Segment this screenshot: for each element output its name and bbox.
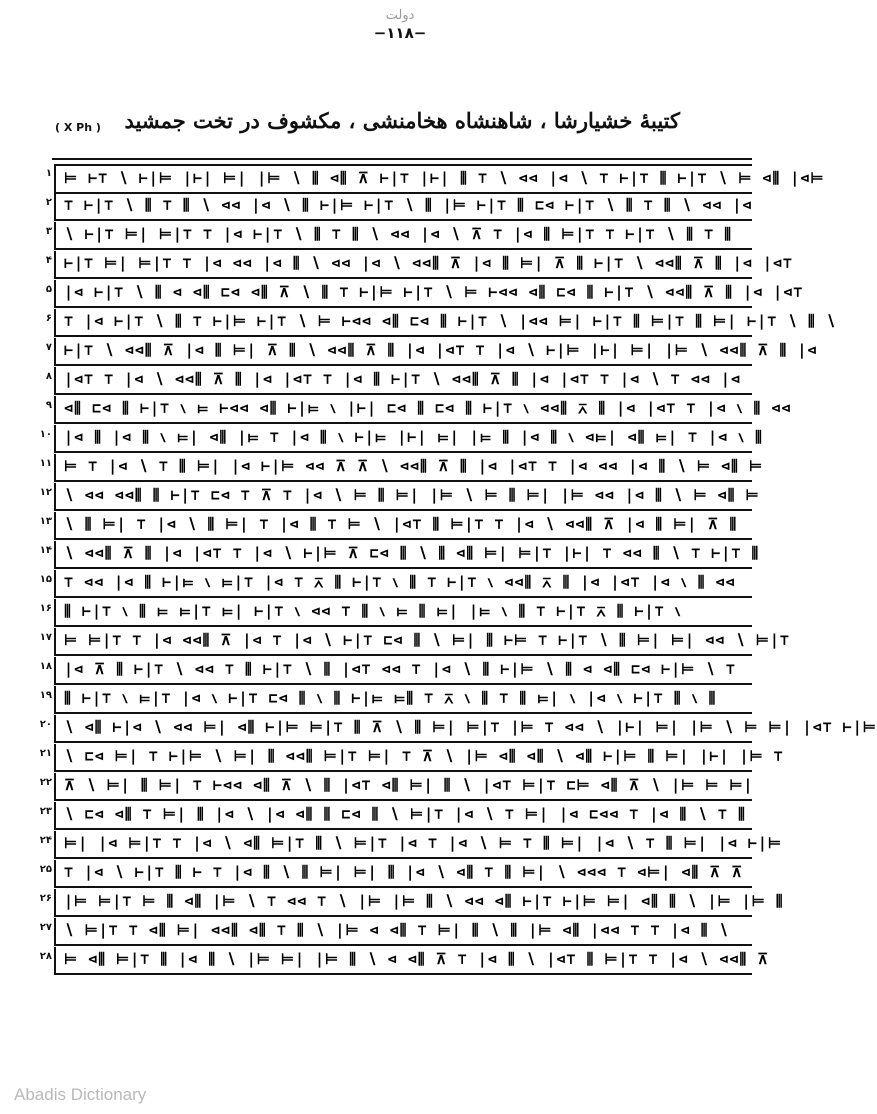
inscription-line (30, 483, 760, 512)
inscription-line (30, 396, 792, 425)
inscription-line (30, 947, 770, 976)
line-frame (54, 773, 752, 801)
cuneiform-text: |⊲ ⊼ ⫼ ⊢|⊤ ∖ ⊲⊲ ⊤ ⫼ ⊢|⊤ ∖ ⫼ |⊲⊤ ⊲⊲ ⊤ |⊲ ∖ ⫼ ⊢|⊨ ∖ ⫼ ⊲ ⊲⫼ ⊏⊲ ⊢|⊨ ∖ ⊤ (64, 660, 736, 678)
line-frame (54, 889, 784, 917)
line-number: ۱۶ (39, 603, 52, 614)
line-frame (54, 686, 752, 714)
line-number: ۶ (45, 313, 52, 324)
line-number: ۲۵ (39, 864, 52, 875)
cuneiform-text: ⊤ |⊲ ⊢|⊤ ∖ ⫼ ⊤ ⊢|⊨ ⊢|⊤ ∖ ⊨ ⊢⊲⊲ ⊲⫼ ⊏⊲ ⫼ ⊢|⊤ ∖ |⊲⊲ ⊨| ⊢|⊤ ⫼ ⊨|⊤ ⫼ ⊨| ⊢|⊤ ∖ ⫼ ∖ (64, 312, 837, 330)
line-number: ۴ (45, 255, 52, 266)
cuneiform-text: ⊤ ⊲⊲ |⊲ ⫼ ⊢|⊨ ∖ ⊨|⊤ |⊲ ⊤ ⊼ ⫼ ⊢|⊤ ∖ ⫼ ⊤ ⊢|⊤ ∖ ⊲⊲⫼ ⊼ ⫼ |⊲ |⊲⊤ |⊲ ∖ ⫼ ⊲⊲ (64, 573, 736, 591)
line-number: ۱۴ (39, 545, 52, 556)
line-number: ۲۸ (39, 951, 52, 962)
inscription-line (30, 164, 825, 193)
cuneiform-text: ∖ ⫼ ⊨| ⊤ |⊲ ∖ ⫼ ⊨| ⊤ |⊲ ⫼ ⊤ ⊨ ∖ |⊲⊤ ⫼ ⊨|⊤ ⊤ |⊲ ∖ ⊲⊲⫼ ⊼ |⊲ ⫼ ⊨| ⊼ ⫼ (64, 515, 738, 533)
line-number: ۱۷ (39, 632, 52, 643)
top-rule (52, 158, 752, 160)
inscription-line (30, 860, 755, 889)
line-frame (54, 715, 877, 743)
inscription-line (30, 831, 782, 860)
cuneiform-text: ⊨ ⊢⊤ ∖ ⊢|⊨ |⊢| ⊨| |⊨ ∖ ⫼ ⊲⫼ ⊼ ⊢|⊤ |⊢| ⫼ ⊤ ∖ ⊲⊲ |⊲ ∖ ⊤ ⊢|⊤ ⫼ ⊢|⊤ ∖ ⊨ ⊲⫼ |⊲⊨ (64, 169, 825, 187)
line-frame (54, 251, 793, 279)
cuneiform-text: ⊨| |⊲ ⊨|⊤ ⊤ |⊲ ∖ ⊲⫼ ⊨|⊤ ⫼ ∖ ⊨|⊤ |⊲ ⊤ |⊲ ∖ ⊨ ⊤ ⫼ ⊨| |⊲ ∖ ⊤ ⫼ ⊨| |⊲ ⊢|⊨ (64, 834, 782, 852)
cuneiform-text: ⊲⫼ ⊏⊲ ⫼ ⊢|⊤ ∖ ⊨ ⊢⊲⊲ ⊲⫼ ⊢|⊨ ∖ |⊢| ⊏⊲ ⫼ ⊏⊲ ⫼ ⊢|⊤ ∖ ⊲⊲⫼ ⊼ ⫼ |⊲ |⊲⊤ ⊤ |⊲ ∖ ⫼ ⊲⊲ (64, 399, 792, 417)
cuneiform-text: ∖ ⊲⊲⫼ ⊼ ⫼ |⊲ |⊲⊤ ⊤ |⊲ ∖ ⊢|⊨ ⊼ ⊏⊲ ⫼ ∖ ⫼ ⊲⫼ ⊨| ⊨|⊤ |⊢| ⊤ ⊲⊲ ⫼ ∖ ⊤ ⊢|⊤ ⫼ (64, 544, 760, 562)
inscription-title: کتیبهٔ خشیارشا ، شاهنشاه هخامنشی ، مکشوف در تخت جمشید (124, 108, 680, 133)
line-frame (54, 222, 752, 250)
line-number: ۸ (45, 371, 52, 382)
cuneiform-text: ∖ ⊨|⊤ ⊤ ⊲⫼ ⊨| ⊲⊲⫼ ⊲⫼ ⊤ ⫼ ∖ |⊨ ⊲ ⊲⫼ ⊤ ⊨| ⫼ ∖ ⫼ |⊨ ⊲⫼ |⊲⊲ ⊤ ⊤ |⊲ ⫼ ∖ (64, 921, 730, 939)
cuneiform-text: |⊲ ⫼ |⊲ ⫼ ∖ ⊨| ⊲⫼ |⊨ ⊤ |⊲ ⫼ ∖ ⊢|⊨ |⊢| ⊨| |⊨ ⫼ |⊲ ⫼ ∖ ⊲⊨| ⊲⫼ ⊨| ⊤ |⊲ ∖ ⫼ (64, 428, 763, 446)
inscription-line (30, 628, 790, 657)
line-number: ۲۴ (39, 835, 52, 846)
line-frame (54, 512, 752, 540)
line-frame (54, 802, 752, 830)
cuneiform-text: ⊼ ∖ ⊨| ⫼ ⊨| ⊤ ⊢⊲⊲ ⊲⫼ ⊼ ∖ ⫼ |⊲⊤ ⊲⫼ ⊨| ⫼ ∖ |⊲⊤ ⊨|⊤ ⊏⊨ ⊲⫼ ⊼ ∖ |⊨ ⊨ ⊨| (64, 776, 754, 794)
inscription-line (30, 251, 793, 280)
cuneiform-text: ∖ ⊲⫼ ⊢|⊲ ∖ ⊲⊲ ⊨| ⊲⫼ ⊢|⊨ ⊨|⊤ ⫼ ⊼ ∖ ⫼ ⊨| ⊨|⊤ |⊨ ⊤ ⊲⊲ ∖ |⊢| ⊨| |⊨ ∖ ⊨ ⊨| |⊲⊤ ⊢|⊨ (64, 718, 877, 736)
inscription-line (30, 657, 755, 686)
cuneiform-text: |⊲ ⊢|⊤ ∖ ⫼ ⊲ ⊲⫼ ⊏⊲ ⊲⫼ ⊼ ∖ ⫼ ⊤ ⊢|⊨ ⊢|⊤ ∖ ⊨ ⊢⊲⊲ ⊲⫼ ⊏⊲ ⫼ ⊢|⊤ ∖ ⊲⊲⫼ ⊼ ⫼ |⊲ |⊲⊤ (64, 283, 804, 301)
line-number: ۱ (45, 168, 52, 179)
cuneiform-text: ⊨ ⊤ |⊲ ∖ ⊤ ⫼ ⊨| |⊲ ⊢|⊨ ⊲⊲ ⊼ ⊼ ∖ ⊲⊲⫼ ⊼ ⫼ |⊲ |⊲⊤ ⊤ |⊲ ⊲⊲ |⊲ ⫼ ∖ ⊨ ⊲⫼ ⊨ (64, 457, 764, 475)
line-frame (54, 541, 760, 569)
cuneiform-text: ⊢|⊤ ⊨| ⊨|⊤ ⊤ |⊲ ⊲⊲ |⊲ ⫼ ∖ ⊲⊲ |⊲ ∖ ⊲⊲⫼ ⊼ |⊲ ⫼ ⊨| ⊼ ⫼ ⊢|⊤ ∖ ⊲⊲⫼ ⊼ ⫼ |⊲ |⊲⊤ (64, 254, 793, 272)
inscription-line (30, 541, 760, 570)
line-frame (54, 744, 784, 772)
page-header-word: دولت (385, 8, 415, 23)
line-number: ۲۷ (39, 922, 52, 933)
line-frame (54, 599, 752, 627)
page-number: −۱۱۸− (373, 24, 427, 42)
line-number: ۱۱ (39, 458, 52, 469)
line-number: ۲۰ (39, 719, 52, 730)
line-frame (54, 947, 770, 975)
cuneiform-text: |⊲⊤ ⊤ |⊲ ∖ ⊲⊲⫼ ⊼ ⫼ |⊲ |⊲⊤ ⊤ |⊲ ⫼ ⊢|⊤ ∖ ⊲⊲⫼ ⊼ ⫼ |⊲ |⊲⊤ ⊤ |⊲ ∖ ⊤ ⊲⊲ |⊲ (64, 370, 741, 388)
line-frame (54, 338, 818, 366)
inscription-line (30, 454, 764, 483)
line-number: ۱۲ (39, 487, 52, 498)
inscription-line (30, 715, 877, 744)
inscription-line (30, 686, 755, 715)
line-frame (54, 831, 782, 859)
line-frame (54, 918, 752, 946)
inscription-line (30, 744, 784, 773)
inscription-line (30, 889, 784, 918)
watermark: Abadis Dictionary (14, 1085, 147, 1104)
line-frame (54, 367, 752, 395)
line-number: ۱۵ (39, 574, 52, 585)
cuneiform-text: ∖ ⊢|⊤ ⊨| ⊨|⊤ ⊤ |⊲ ⊢|⊤ ∖ ⫼ ⊤ ⫼ ∖ ⊲⊲ |⊲ ∖ ⊼ ⊤ |⊲ ⫼ ⊨|⊤ ⊤ ⊢|⊤ ∖ ⫼ ⊤ ⫼ (64, 225, 733, 243)
line-frame (54, 309, 837, 337)
cuneiform-text: |⊨ ⊨|⊤ ⊨ ⫼ ⊲⫼ |⊨ ∖ ⊤ ⊲⊲ ⊤ ∖ |⊨ |⊨ ⫼ ∖ ⊲⊲ ⊲⫼ ⊢|⊤ ⊢|⊨ ⊨| ⊲⫼ ⫼ ∖ |⊨ |⊨ ⫼ (64, 892, 784, 910)
line-number: ۳ (45, 226, 52, 237)
line-number: ۹ (45, 400, 52, 411)
cuneiform-text: ⫼ ⊢|⊤ ∖ ⊨|⊤ |⊲ ∖ ⊢|⊤ ⊏⊲ ⫼ ∖ ⫼ ⊢|⊨ ⊨⫼ ⊤ ⊼ ∖ ⫼ ⊤ ⫼ ⊨| ∖ |⊲ ∖ ⊢|⊤ ⫼ ∖ ⫼ (64, 689, 717, 707)
cuneiform-text: ⊨ ⊨|⊤ ⊤ |⊲ ⊲⊲⫼ ⊼ |⊲ ⊤ |⊲ ∖ ⊢|⊤ ⊏⊲ ⫼ ∖ ⊨| ⫼ ⊢⊨ ⊤ ⊢|⊤ ∖ ⫼ ⊨| ⊨| ⊲⊲ ∖ ⊨|⊤ (64, 631, 790, 649)
inscription-line (30, 309, 837, 338)
inscription-line (30, 512, 755, 541)
line-number: ۲ (45, 197, 52, 208)
line-frame (54, 396, 792, 424)
inscription-line (30, 918, 755, 947)
line-frame (54, 193, 752, 221)
line-frame (54, 483, 760, 511)
inscription-line (30, 425, 763, 454)
inscription-line (30, 222, 755, 251)
inscription-line (30, 802, 755, 831)
cuneiform-text: ∖ ⊏⊲ ⊨| ⊤ ⊢|⊨ ∖ ⊨| ⫼ ⊲⊲⫼ ⊨|⊤ ⊨| ⊤ ⊼ ∖ |⊨ ⊲⫼ ⊲⫼ ∖ ⊲⫼ ⊢|⊨ ⫼ ⊨| |⊢| |⊨ ⊤ (64, 747, 784, 765)
inscription-line (30, 338, 818, 367)
line-frame (54, 164, 825, 194)
line-number: ۲۶ (39, 893, 52, 904)
cuneiform-text: ⊤ ⊢|⊤ ∖ ⫼ ⊤ ⫼ ∖ ⊲⊲ |⊲ ∖ ⫼ ⊢|⊨ ⊢|⊤ ∖ ⫼ |⊨ ⊢|⊤ ⫼ ⊏⊲ ⊢|⊤ ∖ ⫼ ⊤ ⫼ ∖ ⊲⊲ |⊲ (64, 196, 753, 214)
cuneiform-text: ⫼ ⊢|⊤ ∖ ⫼ ⊨ ⊨|⊤ ⊨| ⊢|⊤ ∖ ⊲⊲ ⊤ ⫼ ∖ ⊨ ⫼ ⊨| |⊨ ∖ ⫼ ⊤ ⊢|⊤ ⊼ ⫼ ⊢|⊤ ∖ (64, 602, 682, 620)
line-frame (54, 628, 790, 656)
inscription-code: ( X Ph ) (55, 121, 101, 134)
inscription-line (30, 193, 755, 222)
cuneiform-text: ⊤ |⊲ ∖ ⊢|⊤ ⫼ ⊢ ⊤ |⊲ ⫼ ∖ ⫼ ⊨| ⊨| ⫼ |⊲ ∖ ⊲⫼ ⊤ ⫼ ⊨| ∖ ⊲⊲⊲ ⊤ ⊲⊨| ⊲⫼ ⊼ ⊼ (64, 863, 744, 881)
cuneiform-inscription (30, 164, 877, 984)
inscription-line (30, 367, 755, 396)
line-number: ۱۹ (39, 690, 52, 701)
line-number: ۱۳ (39, 516, 52, 527)
line-frame (54, 280, 804, 308)
line-number: ۲۱ (39, 748, 52, 759)
line-number: ۵ (45, 284, 52, 295)
cuneiform-text: ⊨ ⊲⫼ ⊨|⊤ ⫼ |⊲ ⫼ ∖ |⊨ ⊨| |⊨ ⫼ ∖ ⊲ ⊲⫼ ⊼ ⊤ |⊲ ⫼ ∖ |⊲⊤ ⫼ ⊨|⊤ ⊤ |⊲ ∖ ⊲⊲⫼ ⊼ (64, 950, 770, 968)
line-number: ۷ (45, 342, 52, 353)
line-frame (54, 425, 763, 453)
line-number: ۱۸ (39, 661, 52, 672)
line-frame (54, 657, 752, 685)
line-number: ۱۰ (39, 429, 52, 440)
inscription-line (30, 773, 755, 802)
inscription-line (30, 570, 755, 599)
cuneiform-text: ∖ ⊲⊲ ⊲⊲⫼ ⫼ ⊢|⊤ ⊏⊲ ⊤ ⊼ ⊤ |⊲ ∖ ⊨ ⫼ ⊨| |⊨ ∖ ⊨ ⫼ ⊨| |⊨ ⊲⊲ |⊲ ⫼ ∖ ⊨ ⊲⫼ ⊨ (64, 486, 760, 504)
line-frame (54, 570, 752, 598)
line-frame (54, 454, 764, 482)
line-number: ۲۳ (39, 806, 52, 817)
cuneiform-text: ⊢|⊤ ∖ ⊲⊲⫼ ⊼ |⊲ ⫼ ⊨| ⊼ ⫼ ∖ ⊲⊲⫼ ⊼ ⫼ |⊲ |⊲⊤ ⊤ |⊲ ∖ ⊢|⊨ |⊢| ⊨| |⊨ ∖ ⊲⊲⫼ ⊼ ⫼ |⊲ (64, 341, 818, 359)
cuneiform-text: ∖ ⊏⊲ ⊲⫼ ⊤ ⊨| ⫼ |⊲ ∖ |⊲ ⊲⫼ ⫼ ⊏⊲ ⫼ ∖ ⊨|⊤ |⊲ ∖ ⊤ ⊨| |⊲ ⊏⊲⊲ ⊤ |⊲ ⫼ ∖ ⊤ ⫼ (64, 805, 746, 823)
inscription-line (30, 599, 755, 628)
line-number: ۲۲ (39, 777, 52, 788)
inscription-line (30, 280, 804, 309)
line-frame (54, 860, 752, 888)
